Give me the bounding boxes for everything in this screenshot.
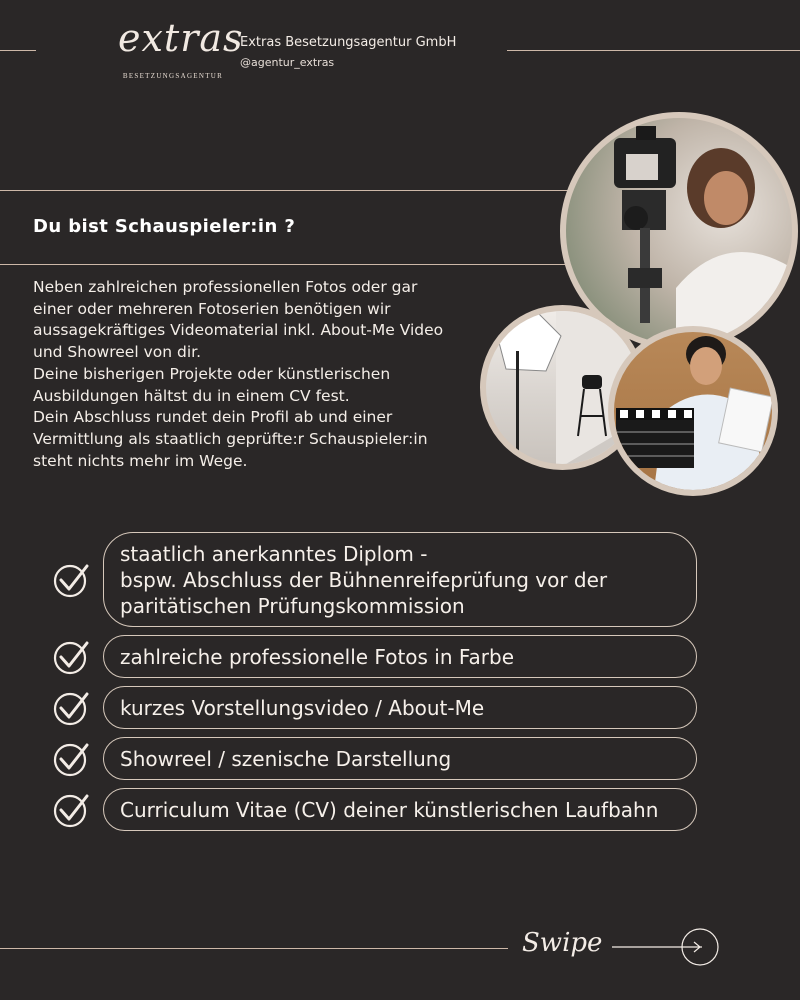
brand-logo — [118, 16, 244, 88]
checklist-item-showreel — [103, 737, 697, 780]
paragraph-line: Deine bisherigen Projekte oder künstlerischen — [33, 364, 391, 383]
paragraph-line: und Showreel von dir. — [33, 343, 202, 362]
checklist-item-label: Showreel / szenische Darstellung — [120, 746, 452, 771]
check-circle-icon — [51, 560, 91, 600]
paragraph-line: aussagekräftiges Videomaterial inkl. About-Me Video — [33, 321, 444, 340]
paragraph-line: Vermittlung als staatlich geprüfte:r Schauspieler:in — [33, 429, 428, 448]
social-handle[interactable]: @agentur_extras — [240, 56, 335, 69]
company-name: Extras Besetzungsagentur GmbH — [240, 35, 457, 50]
actor-illustration — [614, 332, 772, 490]
paragraph-line: steht nichts mehr im Wege. — [33, 451, 248, 470]
paragraph-line: Dein Abschluss rundet dein Profil ab und einer — [33, 408, 393, 427]
checklist-item-label: zahlreiche professionelle Fotos in Farbe — [120, 644, 515, 669]
check-circle-icon — [51, 688, 91, 728]
checklist-item-label: Curriculum Vitae (CV) deiner künstlerischen Laufbahn — [120, 797, 659, 822]
header-line-left — [0, 50, 36, 51]
swipe-label: Swipe — [522, 928, 603, 958]
checklist-item-diploma — [103, 532, 697, 627]
check-circle-icon — [51, 790, 91, 830]
check-circle-icon — [51, 739, 91, 779]
paragraph-line: einer oder mehreren Fotoserien benötigen wir — [33, 299, 391, 318]
camera-illustration — [566, 118, 792, 344]
photo-actor-clapperboard — [608, 326, 778, 496]
logo-wordmark: extras — [118, 16, 244, 60]
page-title: Du bist Schauspieler:in ? — [33, 216, 296, 237]
logo-subtitle: BESETZUNGSAGENTUR — [122, 72, 224, 80]
checklist-item-label: kurzes Vorstellungsvideo / About-Me — [120, 695, 485, 720]
checklist-item-line: staatlich anerkanntes Diplom - — [120, 541, 428, 566]
paragraph-line: Neben zahlreichen professionellen Fotos oder gar — [33, 278, 418, 296]
footer-line-left — [0, 948, 508, 949]
title-line-top — [0, 190, 590, 191]
checklist-item-cv — [103, 788, 697, 831]
paragraph-line: Ausbildungen hältst du in einem CV fest. — [33, 386, 350, 405]
checklist-item-photos — [103, 635, 697, 678]
checklist-item-line: bspw. Abschluss der Bühnenreifeprüfung vor der — [120, 567, 608, 592]
swipe-arrow-icon[interactable] — [610, 925, 722, 969]
check-circle-icon — [51, 637, 91, 677]
title-line-bottom — [0, 264, 570, 265]
checklist-item-line: paritätischen Prüfungskommission — [120, 593, 465, 618]
header-line-right — [507, 50, 800, 51]
intro-paragraph — [33, 277, 488, 472]
checklist-item-video — [103, 686, 697, 729]
